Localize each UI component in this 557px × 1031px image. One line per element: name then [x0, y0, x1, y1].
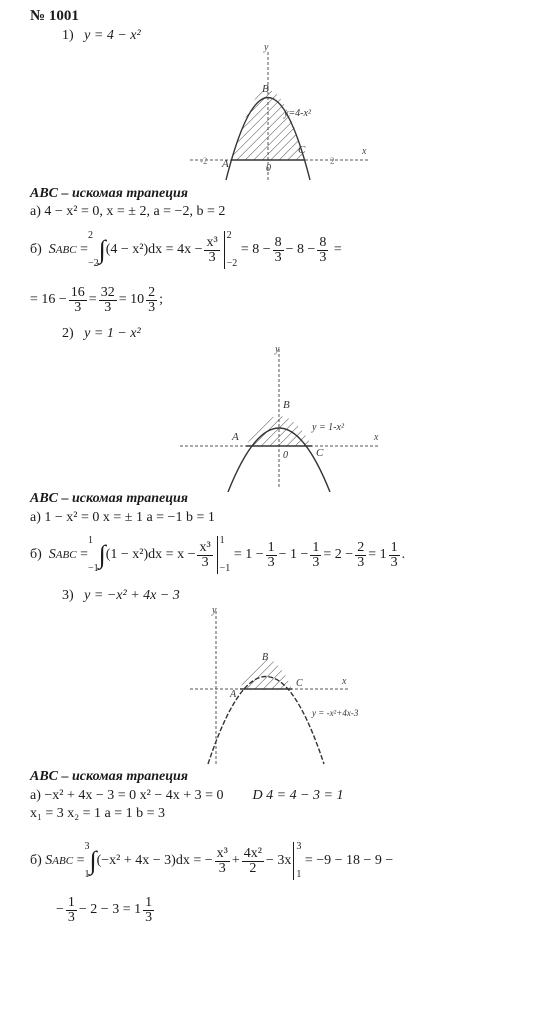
- part2-axis-x-label: x: [374, 432, 379, 443]
- part1-label: 1): [62, 28, 74, 43]
- part2-label: 2): [62, 326, 74, 341]
- part3-eq: =: [76, 853, 85, 868]
- part1-rest1: = 8 −: [240, 242, 271, 257]
- part2-integrand: (1 − x²)dx = x −: [105, 547, 196, 562]
- part1-c-mid2: = 10: [118, 292, 145, 307]
- part3-heading: [62, 588, 180, 604]
- part2-heading: [62, 326, 141, 342]
- part3-frac-1-3-b: $\frac{1}{3}$: [145, 894, 153, 925]
- part1-curve-label: y=4-x²: [284, 108, 311, 119]
- part3-line-b: [30, 838, 393, 884]
- part3-point-a: A: [230, 689, 237, 700]
- part2-line-a: а) 1 − x² = 0 x = ± 1 a = −1 b = 1: [30, 510, 215, 525]
- part3-label: 3): [62, 588, 74, 603]
- part1-point-c: C: [298, 144, 306, 156]
- part1-frac-32-3: $\frac{32}{3}$: [100, 284, 115, 315]
- part3-discriminant: D 4 = 4 − 3 = 1: [252, 788, 344, 803]
- part1-c-mid: =: [88, 292, 97, 307]
- part3-line-c: [56, 890, 156, 930]
- part3-b-prefix: б): [30, 853, 42, 868]
- part3-graph: [0, 604, 557, 769]
- part2-eval-bar: [217, 536, 218, 574]
- part3-eval-bar: [293, 842, 294, 880]
- part2-s-sub: ABC: [55, 549, 77, 561]
- part3-a1-text: а) −x² + 4x − 3 = 0 x² − 4x + 3 = 0: [30, 788, 224, 803]
- part3-frac-x3: $\frac{\text{x³}}{3}$: [216, 845, 228, 876]
- part1-point-b: B: [262, 83, 269, 95]
- part2-eq: =: [80, 547, 88, 562]
- part1-rest3: =: [333, 242, 342, 257]
- part3-s-sub: ABC: [52, 855, 74, 867]
- part1-eval-bar: [224, 231, 225, 269]
- part1-point-a: A: [222, 158, 229, 170]
- part1-tick-pos: 2: [330, 156, 335, 166]
- part1-b-prefix: б): [30, 242, 42, 257]
- part1-c-end: ;: [159, 292, 163, 307]
- part2-rest-e: .: [401, 547, 406, 562]
- part3-curve-label: y = -x²+4x-3: [312, 708, 359, 718]
- part3-point-c: C: [296, 678, 303, 689]
- part3-rest: = −9 − 18 − 9 −: [304, 853, 394, 868]
- part1-frac-8-3-b: $\frac{8}{3}$: [319, 234, 327, 265]
- part2-rest-c: = 2 −: [323, 547, 354, 562]
- part2-point-b: B: [283, 399, 290, 411]
- part1-s: S: [48, 242, 56, 257]
- part1-line-b: [30, 228, 342, 272]
- part1-frac-16-3: $\frac{16}{3}$: [70, 284, 85, 315]
- part2-frac-3: $\frac{2}{3}$: [357, 539, 365, 570]
- part2-frac-4: $\frac{1}{3}$: [390, 539, 398, 570]
- part1-frac-x3: $\frac{\text{x³}}{3}$: [206, 234, 218, 265]
- part2-point-a: A: [232, 431, 239, 443]
- part2-int-limits: 1 −1: [87, 535, 99, 574]
- part3-frac-1-3-a: $\frac{1}{3}$: [67, 894, 75, 925]
- part1-axis-x-label: x: [362, 146, 367, 157]
- part1-c-pre: = 16 −: [30, 292, 67, 307]
- problem-number: № 1001: [30, 8, 79, 24]
- part1-line-c: [30, 280, 163, 320]
- part1-frac-8-3-a: $\frac{8}{3}$: [274, 234, 282, 265]
- part3-function: y = −x² + 4x − 3: [84, 588, 180, 603]
- part1-frac-2-3: $\frac{2}{3}$: [148, 284, 156, 315]
- part3-plus: +: [231, 853, 240, 868]
- part3-point-b: B: [262, 652, 269, 663]
- part1-function: y = 4 − x²: [84, 28, 141, 43]
- part2-frac-1: $\frac{1}{3}$: [267, 539, 275, 570]
- part1-integrand: (4 − x²)dx = 4x −: [105, 242, 203, 257]
- part2-point-c: C: [316, 447, 324, 459]
- part2-trapezoid-line: ABC – искомая трапеция: [30, 491, 189, 506]
- part3-trapezoid-line: ABC – искомая трапеция: [30, 769, 189, 784]
- part2-rest-a: = 1 −: [233, 547, 264, 562]
- part3-c-pre: −: [56, 902, 64, 917]
- part3-line-a2: x₁ = 3 x₂ = 1 a = 1 b = 3: [30, 806, 166, 821]
- part3-int-limits: 3 1: [84, 841, 90, 880]
- part1-rest2: − 8 −: [285, 242, 316, 257]
- part3-eval-limits: 3 1: [296, 841, 302, 880]
- part2-curve-label: y = 1-x²: [312, 422, 344, 433]
- part2-line-b: [30, 533, 405, 577]
- part2-s: S: [48, 547, 56, 562]
- part3-integrand: (−x² + 4x − 3)dx = −: [96, 853, 213, 868]
- part2-frac-2: $\frac{1}{3}$: [312, 539, 320, 570]
- part3-s: S: [45, 853, 53, 868]
- part2-rest-b: − 1 −: [278, 547, 309, 562]
- part3-axis-y-label: y: [212, 605, 217, 616]
- part1-trapezoid-line: ABC – искомая трапеция: [30, 186, 189, 201]
- part1-int-limits: 2 −2: [87, 230, 99, 269]
- part3-c-mid: − 2 − 3 = 1: [78, 902, 142, 917]
- part1-origin: 0: [266, 163, 271, 174]
- part2-integral-sign: ∫: [98, 540, 106, 569]
- part2-b-prefix: б): [30, 547, 42, 562]
- part1-eq: =: [80, 242, 88, 257]
- part1-eval-limits: 2 −2: [226, 230, 238, 269]
- part1-line-a: а) 4 − x² = 0, x = ± 2, a = −2, b = 2: [30, 204, 226, 219]
- part1-tick-neg: -2: [200, 156, 208, 166]
- part1-shaded-area: [232, 90, 304, 160]
- part3-integral-sign: ∫: [89, 846, 97, 875]
- part3-axis-x-label: x: [342, 676, 347, 687]
- part1-graph: [0, 40, 557, 190]
- part1-axis-y-label: y: [264, 42, 269, 53]
- part2-origin: 0: [283, 450, 288, 461]
- part2-axis-y-label: y: [275, 344, 280, 355]
- part2-eval-limits: 1 −1: [219, 535, 231, 574]
- part1-s-sub: ABC: [55, 244, 77, 256]
- part3-frac-4x2: $\frac{\text{4x²}}{2}$: [243, 845, 262, 876]
- part2-graph: [0, 342, 557, 492]
- part2-function: y = 1 − x²: [84, 326, 141, 341]
- part3-minus3x: − 3x: [265, 853, 292, 868]
- part2-rest-d: = 1: [368, 547, 387, 562]
- part2-frac-x3: $\frac{\text{x³}}{3}$: [199, 539, 211, 570]
- part1-integral-sign: ∫: [98, 235, 106, 264]
- part3-line-a1: [30, 788, 344, 804]
